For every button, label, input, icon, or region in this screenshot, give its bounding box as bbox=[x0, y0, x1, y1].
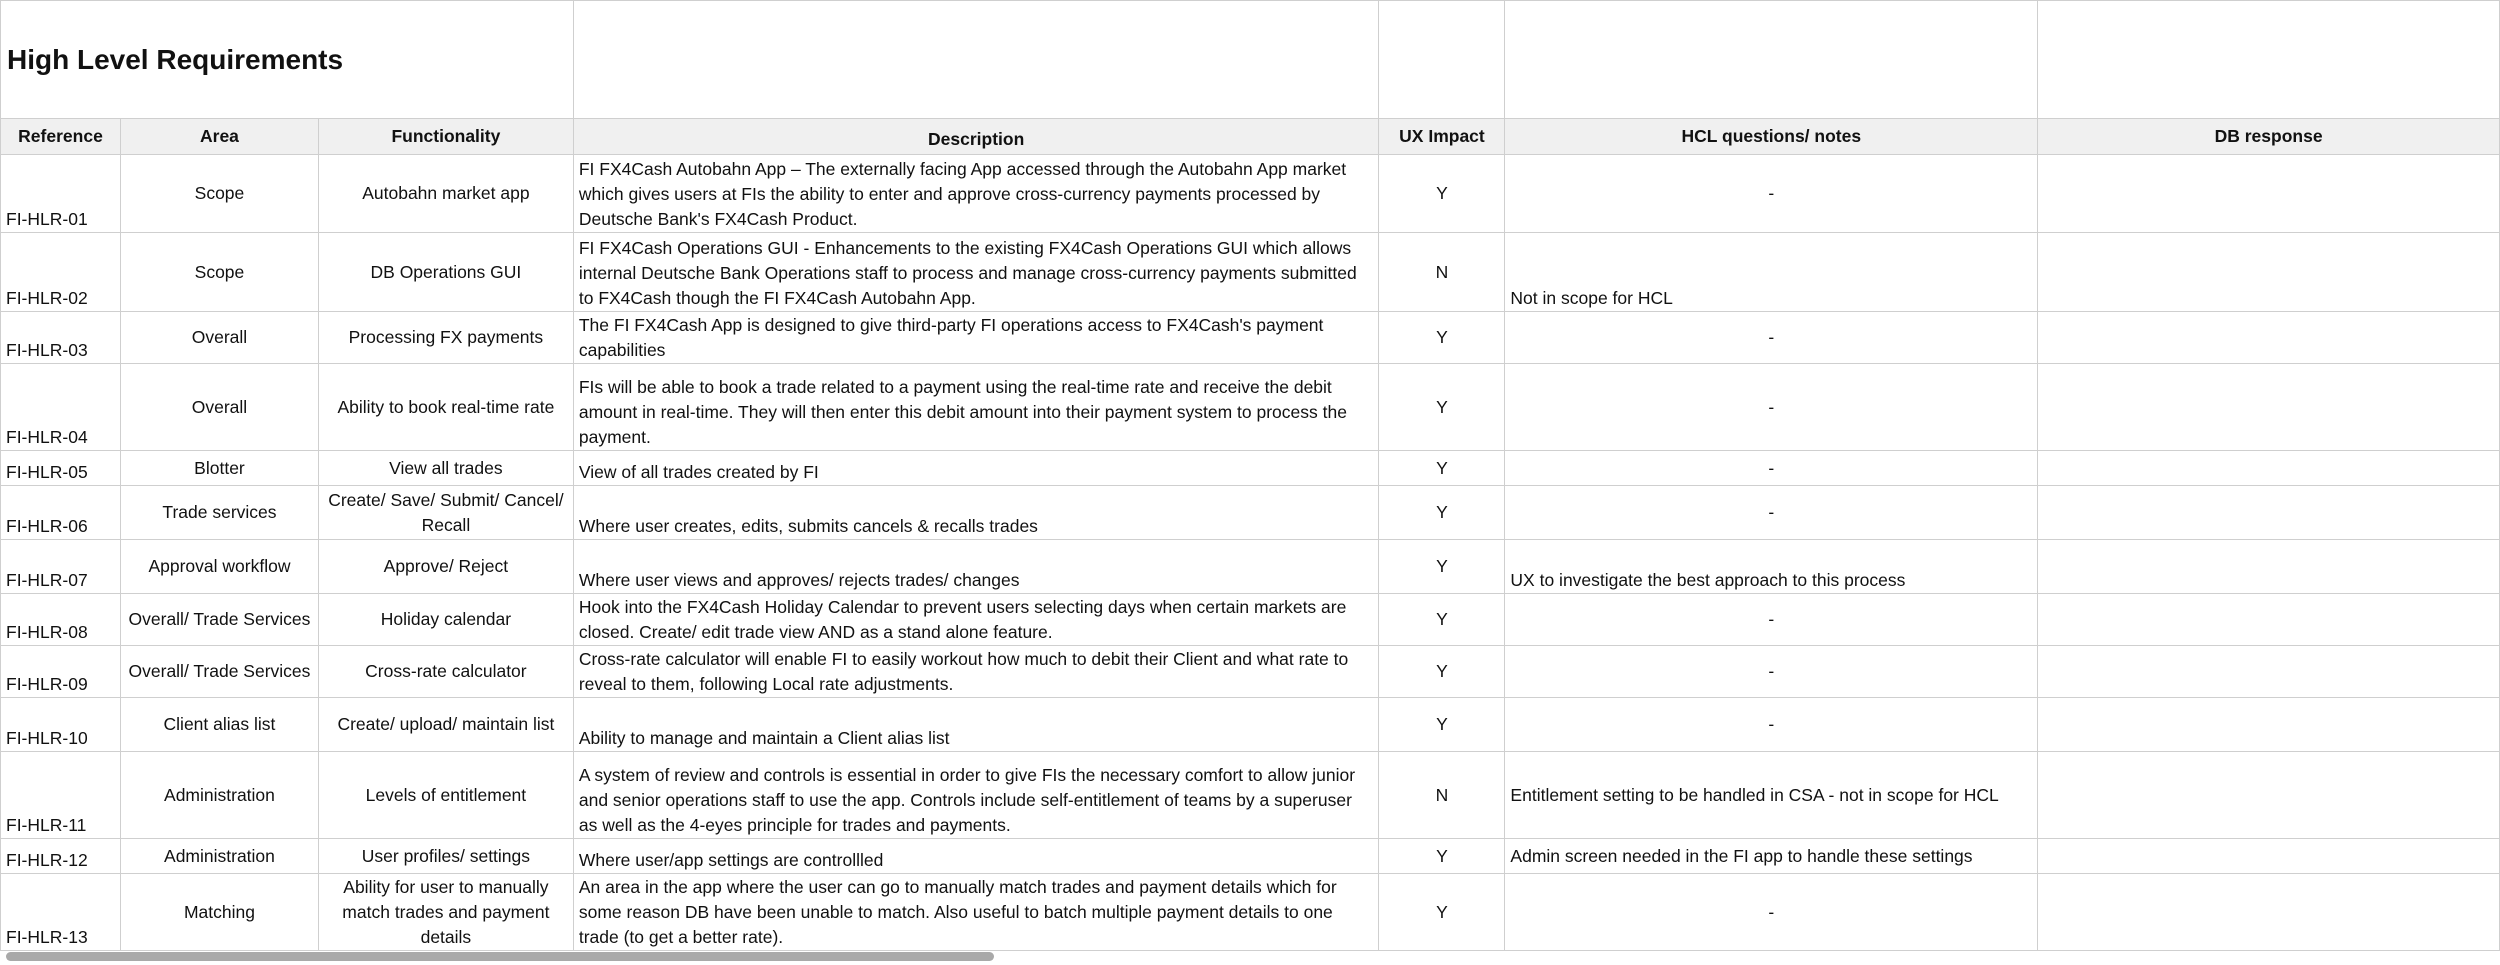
title-cell-empty[interactable] bbox=[573, 1, 1379, 119]
cell-hcl-notes[interactable]: - bbox=[1505, 155, 2038, 233]
title-cell-empty[interactable] bbox=[1505, 1, 2038, 119]
cell-hcl-notes[interactable]: - bbox=[1505, 874, 2038, 951]
cell-reference[interactable]: FI-HLR-09 bbox=[1, 646, 121, 698]
cell-area[interactable]: Scope bbox=[120, 233, 318, 312]
cell-description[interactable]: The FI FX4Cash App is designed to give third-party FI operations access to FX4Cash's payment capabilities bbox=[573, 312, 1379, 364]
cell-area[interactable]: Trade services bbox=[120, 486, 318, 540]
cell-reference[interactable]: FI-HLR-10 bbox=[1, 698, 121, 752]
horizontal-scrollbar[interactable] bbox=[6, 952, 994, 961]
cell-reference[interactable]: FI-HLR-08 bbox=[1, 594, 121, 646]
cell-db-response[interactable] bbox=[2038, 233, 2500, 312]
cell-hcl-notes[interactable]: Not in scope for HCL bbox=[1505, 233, 2038, 312]
cell-area[interactable]: Matching bbox=[120, 874, 318, 951]
cell-ux-impact[interactable]: Y bbox=[1379, 594, 1505, 646]
cell-reference[interactable]: FI-HLR-13 bbox=[1, 874, 121, 951]
cell-reference[interactable]: FI-HLR-12 bbox=[1, 839, 121, 874]
cell-db-response[interactable] bbox=[2038, 540, 2500, 594]
cell-db-response[interactable] bbox=[2038, 451, 2500, 486]
cell-functionality[interactable]: View all trades bbox=[318, 451, 573, 486]
cell-reference[interactable]: FI-HLR-07 bbox=[1, 540, 121, 594]
title-cell-empty[interactable] bbox=[2038, 1, 2500, 119]
cell-hcl-notes[interactable]: Admin screen needed in the FI app to handle these settings bbox=[1505, 839, 2038, 874]
header-area[interactable]: Area bbox=[120, 119, 318, 155]
table-row bbox=[1, 540, 2500, 594]
cell-functionality[interactable]: Ability to book real-time rate bbox=[318, 364, 573, 451]
cell-description[interactable]: FIs will be able to book a trade related to a payment using the real-time rate and receive the debit amount in real-time. They will then enter this debit amount into their payment system to process the payment. bbox=[573, 364, 1379, 451]
cell-db-response[interactable] bbox=[2038, 874, 2500, 951]
cell-ux-impact[interactable]: Y bbox=[1379, 874, 1505, 951]
title-row bbox=[1, 1, 2500, 119]
cell-hcl-notes[interactable]: - bbox=[1505, 486, 2038, 540]
cell-ux-impact[interactable]: N bbox=[1379, 752, 1505, 839]
cell-reference[interactable]: FI-HLR-01 bbox=[1, 155, 121, 233]
cell-description[interactable]: A system of review and controls is essential in order to give FIs the necessary comfort to allow junior and senior operations staff to use the app. Controls include self-entitlement of teams by a superuser as well as the 4-eyes principle for trades and payments. bbox=[573, 752, 1379, 839]
cell-functionality[interactable]: Holiday calendar bbox=[318, 594, 573, 646]
cell-db-response[interactable] bbox=[2038, 364, 2500, 451]
cell-hcl-notes[interactable]: - bbox=[1505, 698, 2038, 752]
cell-description[interactable]: Cross-rate calculator will enable FI to easily workout how much to debit their Client and what rate to reveal to them, following Local rate adjustments. bbox=[573, 646, 1379, 698]
cell-ux-impact[interactable]: Y bbox=[1379, 698, 1505, 752]
cell-reference[interactable]: FI-HLR-05 bbox=[1, 451, 121, 486]
cell-ux-impact[interactable]: Y bbox=[1379, 646, 1505, 698]
cell-ux-impact[interactable]: Y bbox=[1379, 839, 1505, 874]
cell-area[interactable]: Administration bbox=[120, 752, 318, 839]
cell-description[interactable]: Ability to manage and maintain a Client alias list bbox=[573, 698, 1379, 752]
cell-db-response[interactable] bbox=[2038, 155, 2500, 233]
table-row bbox=[1, 698, 2500, 752]
header-functionality[interactable]: Functionality bbox=[318, 119, 573, 155]
cell-db-response[interactable] bbox=[2038, 646, 2500, 698]
table-row bbox=[1, 594, 2500, 646]
cell-functionality[interactable]: Cross-rate calculator bbox=[318, 646, 573, 698]
cell-functionality[interactable]: Approve/ Reject bbox=[318, 540, 573, 594]
cell-db-response[interactable] bbox=[2038, 312, 2500, 364]
cell-hcl-notes[interactable]: Entitlement setting to be handled in CSA - not in scope for HCL bbox=[1505, 752, 2038, 839]
header-description[interactable]: Description bbox=[573, 119, 1379, 155]
cell-area[interactable]: Blotter bbox=[120, 451, 318, 486]
cell-functionality[interactable]: DB Operations GUI bbox=[318, 233, 573, 312]
cell-db-response[interactable] bbox=[2038, 486, 2500, 540]
cell-hcl-notes[interactable]: UX to investigate the best approach to this process bbox=[1505, 540, 2038, 594]
cell-functionality[interactable]: Levels of entitlement bbox=[318, 752, 573, 839]
table-row bbox=[1, 233, 2500, 312]
table-row bbox=[1, 364, 2500, 451]
cell-description[interactable]: View of all trades created by FI bbox=[573, 451, 1379, 486]
cell-description[interactable]: Where user creates, edits, submits cancels & recalls trades bbox=[573, 486, 1379, 540]
table-row bbox=[1, 451, 2500, 486]
cell-functionality[interactable]: Processing FX payments bbox=[318, 312, 573, 364]
cell-ux-impact[interactable]: Y bbox=[1379, 155, 1505, 233]
cell-area[interactable]: Overall bbox=[120, 364, 318, 451]
header-db-response[interactable]: DB response bbox=[2038, 119, 2500, 155]
cell-functionality[interactable]: Autobahn market app bbox=[318, 155, 573, 233]
cell-ux-impact[interactable]: Y bbox=[1379, 451, 1505, 486]
cell-area[interactable]: Client alias list bbox=[120, 698, 318, 752]
cell-reference[interactable]: FI-HLR-06 bbox=[1, 486, 121, 540]
cell-reference[interactable]: FI-HLR-03 bbox=[1, 312, 121, 364]
cell-reference[interactable]: FI-HLR-11 bbox=[1, 752, 121, 839]
cell-reference[interactable]: FI-HLR-04 bbox=[1, 364, 121, 451]
cell-db-response[interactable] bbox=[2038, 594, 2500, 646]
table-row bbox=[1, 155, 2500, 233]
cell-db-response[interactable] bbox=[2038, 752, 2500, 839]
cell-ux-impact[interactable]: Y bbox=[1379, 486, 1505, 540]
cell-description[interactable]: FI FX4Cash Operations GUI - Enhancements to the existing FX4Cash Operations GUI which allows internal Deutsche Bank Operations staff to process and manage cross-currency payments submitted to FX4Cash though the FI FX4Cash Autobahn App. bbox=[573, 233, 1379, 312]
table-row bbox=[1, 646, 2500, 698]
cell-area[interactable]: Scope bbox=[120, 155, 318, 233]
cell-area[interactable]: Administration bbox=[120, 839, 318, 874]
cell-reference[interactable]: FI-HLR-02 bbox=[1, 233, 121, 312]
cell-description[interactable]: An area in the app where the user can go to manually match trades and payment details which for some reason DB have been unable to match. Also useful to batch multiple payment details to one trade (to get a better rate). bbox=[573, 874, 1379, 951]
title-cell-empty[interactable] bbox=[1379, 1, 1505, 119]
cell-hcl-notes[interactable]: - bbox=[1505, 594, 2038, 646]
cell-description[interactable]: FI FX4Cash Autobahn App – The externally facing App accessed through the Autobahn App market which gives users at FIs the ability to enter and approve cross-currency payments processed by Deutsche Bank's FX4Cash Product. bbox=[573, 155, 1379, 233]
cell-area[interactable]: Approval workflow bbox=[120, 540, 318, 594]
sheet-title[interactable]: High Level Requirements bbox=[1, 1, 574, 119]
cell-functionality[interactable]: Create/ upload/ maintain list bbox=[318, 698, 573, 752]
cell-ux-impact[interactable]: N bbox=[1379, 233, 1505, 312]
cell-hcl-notes[interactable]: - bbox=[1505, 364, 2038, 451]
cell-hcl-notes[interactable]: - bbox=[1505, 646, 2038, 698]
cell-functionality[interactable]: User profiles/ settings bbox=[318, 839, 573, 874]
cell-db-response[interactable] bbox=[2038, 839, 2500, 874]
cell-area[interactable]: Overall/ Trade Services bbox=[120, 646, 318, 698]
cell-functionality[interactable]: Create/ Save/ Submit/ Cancel/ Recall bbox=[318, 486, 573, 540]
table-row bbox=[1, 874, 2500, 951]
cell-area[interactable]: Overall/ Trade Services bbox=[120, 594, 318, 646]
header-row bbox=[1, 119, 2500, 155]
cell-hcl-notes[interactable]: - bbox=[1505, 451, 2038, 486]
cell-description[interactable]: Hook into the FX4Cash Holiday Calendar to prevent users selecting days when certain markets are closed. Create/ edit trade view AND as a stand alone feature. bbox=[573, 594, 1379, 646]
cell-area[interactable]: Overall bbox=[120, 312, 318, 364]
table-row bbox=[1, 486, 2500, 540]
header-ux-impact[interactable]: UX Impact bbox=[1379, 119, 1505, 155]
cell-description[interactable]: Where user views and approves/ rejects trades/ changes bbox=[573, 540, 1379, 594]
header-reference[interactable]: Reference bbox=[1, 119, 121, 155]
header-hcl-notes[interactable]: HCL questions/ notes bbox=[1505, 119, 2038, 155]
table-row bbox=[1, 839, 2500, 874]
cell-hcl-notes[interactable]: - bbox=[1505, 312, 2038, 364]
cell-ux-impact[interactable]: Y bbox=[1379, 540, 1505, 594]
cell-functionality[interactable]: Ability for user to manually match trades and payment details bbox=[318, 874, 573, 951]
cell-ux-impact[interactable]: Y bbox=[1379, 312, 1505, 364]
table-row bbox=[1, 752, 2500, 839]
table-row bbox=[1, 312, 2500, 364]
cell-ux-impact[interactable]: Y bbox=[1379, 364, 1505, 451]
cell-description[interactable]: Where user/app settings are controllled bbox=[573, 839, 1379, 874]
cell-db-response[interactable] bbox=[2038, 698, 2500, 752]
